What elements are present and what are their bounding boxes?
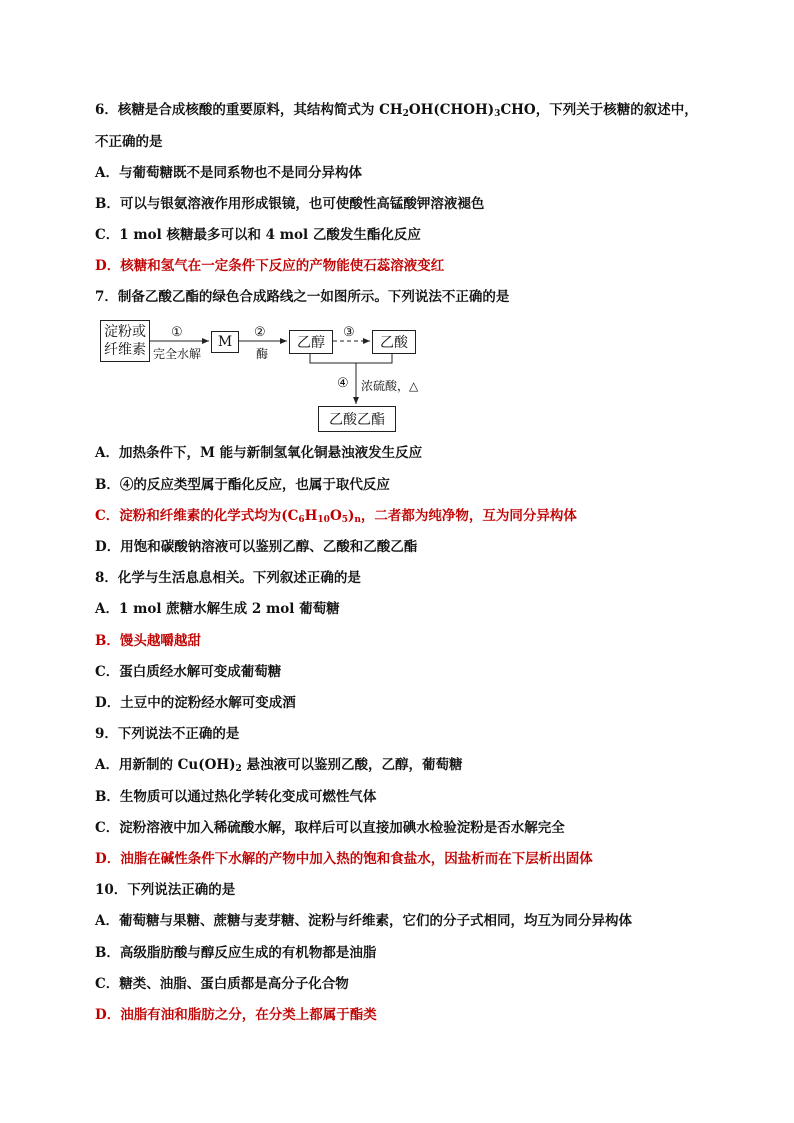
- q6-option-d-answer: D．核糖和氢气在一定条件下反应的产物能使石蕊溶液变红: [95, 258, 445, 274]
- q10-option-d-answer: D．油脂有油和脂肪之分，在分类上都属于酯类: [95, 1007, 377, 1023]
- q9-option-c: C．淀粉溶液中加入稀硫酸水解，取样后可以直接加碘水检验淀粉是否水解完全: [95, 820, 565, 836]
- q9-stem: 9．下列说法不正确的是: [95, 726, 240, 742]
- q10-option-b: B．高级脂肪酸与醇反应生成的有机物都是油脂: [95, 945, 377, 961]
- q8-option-d: D．土豆中的淀粉经水解可变成酒: [95, 695, 296, 711]
- step1-label: ①: [171, 325, 183, 340]
- connector-reactants: [310, 353, 392, 363]
- q10-option-c: C．糖类、油脂、蛋白质都是高分子化合物: [95, 976, 349, 992]
- step4-label: ④: [337, 376, 349, 391]
- q10-stem: 10．下列说法正确的是: [95, 882, 236, 898]
- step2-condition: 酶: [256, 347, 269, 361]
- box-starch-cellulose: 淀粉或 纤维素: [100, 320, 150, 362]
- box-acetic-acid: 乙酸: [372, 330, 416, 354]
- step3-label: ③: [343, 325, 355, 340]
- q8-stem: 8．化学与生活息息相关。下列叙述正确的是: [95, 570, 361, 586]
- q7-option-b: B．④的反应类型属于酯化反应，也属于取代反应: [95, 477, 390, 493]
- q6-stem: 6．核糖是合成核酸的重要原料，其结构简式为 $CH_2OH(CHOH)_3CHO$，下列关于核糖的叙述中，: [95, 102, 698, 119]
- q6-option-a: A．与葡萄糖既不是同系物也不是同分异构体: [95, 165, 362, 181]
- q6-option-b: B．可以与银氨溶液作用形成银镜，也可使酸性高锰酸钾溶液褪色: [95, 196, 485, 212]
- box-ethyl-acetate: 乙酸乙酯: [318, 406, 396, 432]
- step1-condition: 完全水解: [153, 347, 202, 361]
- q8-option-c: C．蛋白质经水解可变成葡萄糖: [95, 664, 282, 680]
- q8-option-a: A．1 mol 蔗糖水解生成 2 mol 葡萄糖: [95, 601, 340, 617]
- q9-option-b: B．生物质可以通过热化学转化变成可燃性气体: [95, 789, 377, 805]
- q7-stem: 7．制备乙酸乙酯的绿色合成路线之一如图所示。下列说法不正确的是: [95, 289, 510, 305]
- q7-option-d: D．用饱和碳酸钠溶液可以鉴别乙醇、乙酸和乙酸乙酯: [95, 539, 418, 555]
- q7-option-c-answer: C．淀粉和纤维素的化学式均为$(C_6H_{10}O_5)_n$，二者都为纯净物，互为同分异构体: [95, 508, 577, 525]
- q9-option-d-answer: D．油脂在碱性条件下水解的产物中加入热的饱和食盐水，因盐析而在下层析出固体: [95, 851, 593, 867]
- q8-option-b-answer: B．馒头越嚼越甜: [95, 633, 201, 649]
- step2-label: ②: [254, 325, 266, 340]
- q10-option-a: A．葡萄糖与果糖、蔗糖与麦芽糖、淀粉与纤维素，它们的分子式相同，均互为同分异构体: [95, 913, 632, 929]
- box-ethanol: 乙醇: [289, 330, 333, 354]
- step4-condition: 浓硫酸，△: [361, 379, 419, 393]
- q9-option-a: A．用新制的 $Cu(OH)_2$ 悬浊液可以鉴别乙酸，乙醇，葡萄糖: [95, 757, 463, 774]
- q6-stem-continued: 不正确的是: [95, 134, 163, 150]
- box-m: M: [211, 331, 239, 353]
- q7-option-a: A．加热条件下，M 能与新制氢氧化铜悬浊液发生反应: [95, 445, 423, 461]
- q6-option-c: C．1 mol 核糖最多可以和 4 mol 乙酸发生酯化反应: [95, 227, 421, 243]
